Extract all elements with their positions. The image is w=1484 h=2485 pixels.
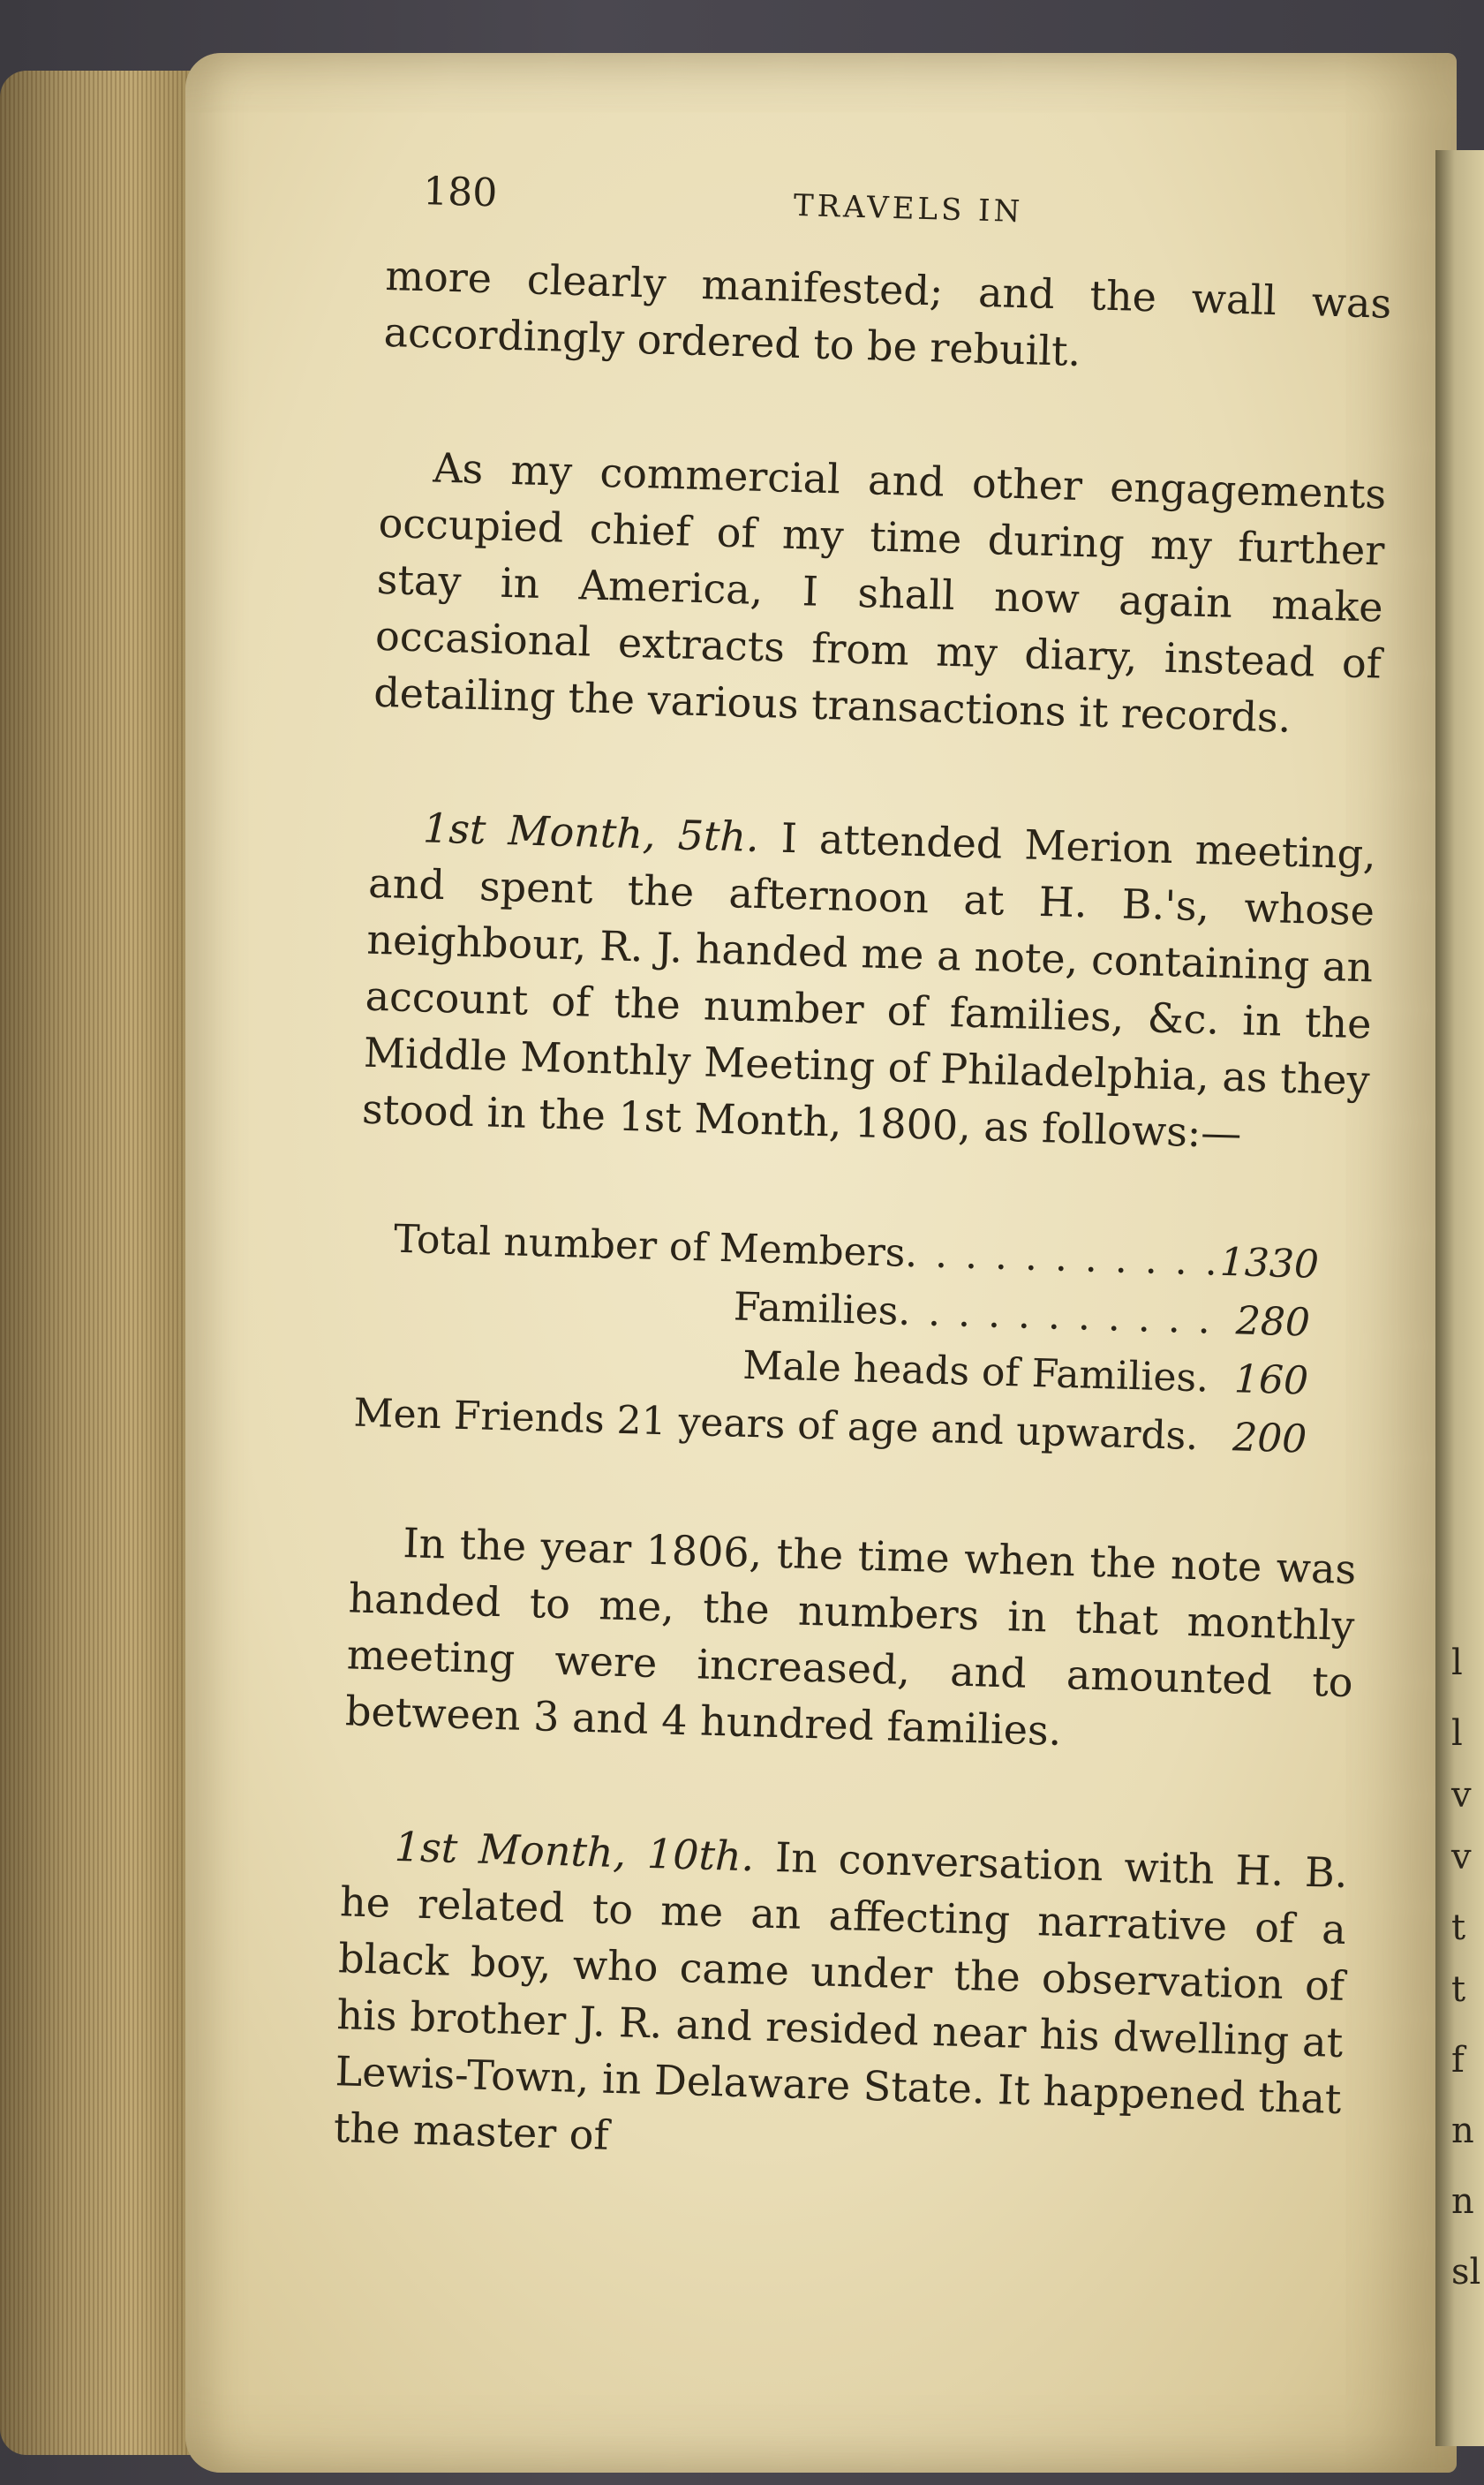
page-content xyxy=(331,168,1395,2262)
stat-label: Men Friends 21 years of age and upwards xyxy=(352,1390,1186,1459)
facing-page-fragment: sl xyxy=(1451,2252,1481,2292)
stat-label: Male heads of Families xyxy=(742,1342,1197,1401)
paragraph-text: more clearly manifested; and the wall was accordingly ordered to be rebuilt. xyxy=(383,251,1392,375)
facing-page-fragment: t xyxy=(1451,1907,1466,1948)
leader-dots: . . . . . . . . . . . xyxy=(897,1288,1214,1343)
paragraph-text: In the year 1806, the time when the note was handed to me, the numbers in that monthly meeting were increased, and amounted to between 3 and 4 hundred families. xyxy=(344,1519,1357,1755)
facing-page-fragment: t xyxy=(1451,1969,1466,2010)
membership-table xyxy=(353,1210,1366,1471)
facing-page-fragment: v xyxy=(1451,1775,1472,1816)
stat-value: 280 xyxy=(1235,1298,1311,1346)
facing-page-fragment: n xyxy=(1451,2111,1474,2151)
paragraph-text: I attended Merion meeting, and spent the afternoon at H. B.'s, whose neighbour, R. J. handed me a note, containing an account of the number of families, &c. in the Middle Monthly Meeting of Philadelphia, as they stood in the 1st Month, 1800, as follows:— xyxy=(361,813,1377,1158)
facing-page-fragment: f xyxy=(1451,2040,1465,2081)
paragraph xyxy=(344,1513,1357,1767)
stat-value: 160 xyxy=(1233,1356,1309,1404)
facing-page-fragment: l xyxy=(1451,1643,1463,1683)
page-number: 180 xyxy=(422,169,498,216)
stat-label: Families xyxy=(733,1284,900,1334)
stat-value: 200 xyxy=(1232,1415,1307,1462)
paragraph-text: In conversation with H. B. he related to me an affecting narrative of a black boy, who came under the observation of his brother J. R. and resided near his dwelling at Lewis-Town, in Delaware State. It happened that the master of xyxy=(333,1832,1349,2159)
leader-dots: . xyxy=(1195,1356,1212,1401)
paragraph xyxy=(373,438,1387,749)
diary-date: 1st Month, 5th. xyxy=(422,804,760,862)
leader-dots: . xyxy=(1185,1413,1202,1460)
diary-date: 1st Month, 10th. xyxy=(394,1822,756,1881)
stat-value: 1330 xyxy=(1219,1239,1320,1288)
running-head: TRAVELS IN xyxy=(793,187,1024,230)
leader-dots: . . . . . . . . . . . xyxy=(904,1230,1221,1285)
diary-entry xyxy=(361,798,1376,1166)
stat-label: Total number of Members xyxy=(393,1216,907,1276)
facing-page-fragment: l xyxy=(1451,1713,1463,1754)
facing-page-fragment: n xyxy=(1451,2181,1474,2222)
paragraph-text: As my commercial and other engagements occupied chief of my time during my further stay in America, I shall now again make occasional extracts from my diary, instead of detailing the various transactions it records. xyxy=(373,443,1387,742)
facing-page-fragment: v xyxy=(1451,1837,1472,1877)
diary-entry xyxy=(333,1817,1348,2184)
facing-page-edge xyxy=(1435,150,1484,2446)
